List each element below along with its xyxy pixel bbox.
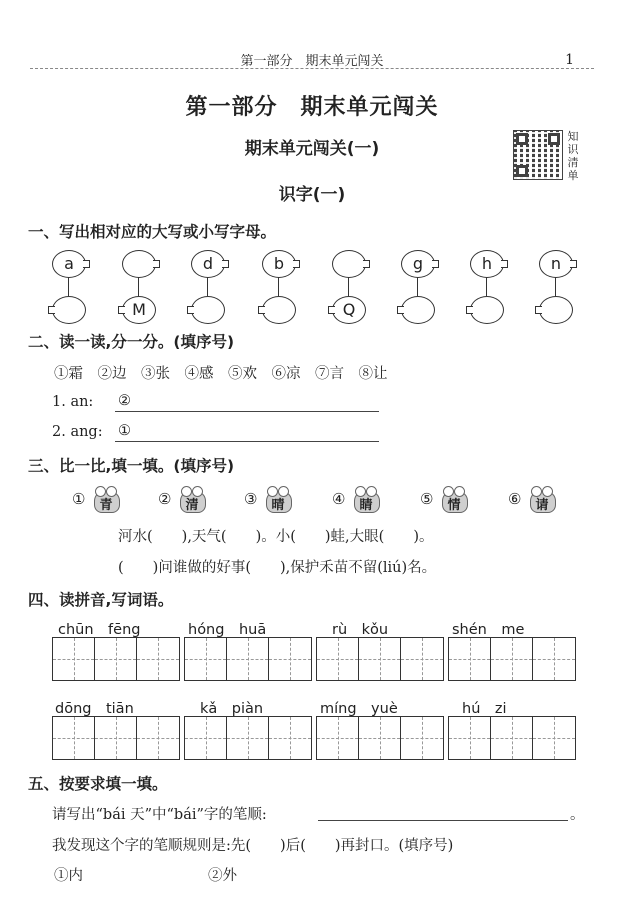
pinyin-8: hú zi [462, 701, 507, 717]
section-title: 识字(一) [278, 185, 346, 205]
balloon-string [348, 277, 349, 296]
frog-icon [352, 486, 380, 512]
running-header [30, 50, 594, 69]
balloon-string [278, 277, 279, 296]
balloon-bottom-7[interactable] [470, 296, 504, 324]
q5-heading: 五、按要求填一填。 [28, 775, 168, 793]
q3-char-1: 青 [99, 498, 113, 513]
writing-grid-4[interactable] [448, 637, 576, 681]
q2-row1-line[interactable] [115, 411, 379, 412]
frog-icon [440, 486, 468, 512]
balloon-bottom-8[interactable] [539, 296, 573, 324]
part-title: 第一部分 期末单元闯关 [185, 95, 439, 120]
balloon-bottom-4[interactable] [262, 296, 296, 324]
balloon-bottom-5[interactable]: Q [332, 296, 366, 324]
balloon-string [68, 277, 69, 296]
q3-num-2: ② [158, 490, 172, 508]
q3-num-3: ③ [244, 490, 258, 508]
pinyin-2: hóng huā [188, 622, 267, 638]
frog-icon [92, 486, 120, 512]
balloon-top-2[interactable] [122, 250, 156, 278]
q3-num-4: ④ [332, 490, 346, 508]
q3-char-2: 清 [185, 498, 199, 513]
q5-line1: 请写出“bái 天”中“bái”字的笔顺: [52, 807, 267, 823]
balloon-string [417, 277, 418, 296]
frog-icon [178, 486, 206, 512]
q2-row1-answer[interactable]: ② [118, 393, 131, 409]
balloon-top-8[interactable]: n [539, 250, 573, 278]
balloon-string [486, 277, 487, 296]
q3-num-1: ① [72, 490, 86, 508]
balloon-top-4[interactable]: b [262, 250, 296, 278]
pinyin-5: dōng tiān [55, 701, 134, 717]
pinyin-7: míng yuè [320, 701, 398, 717]
q5-option-2: ②外 [208, 868, 237, 884]
balloon-bottom-3[interactable] [191, 296, 225, 324]
writing-grid-6[interactable] [184, 716, 312, 760]
unit-title: 期末单元闯关(一) [244, 139, 380, 159]
q3-char-3: 晴 [271, 498, 285, 513]
q2-row2-answer[interactable]: ① [118, 423, 131, 439]
balloon-top-3[interactable]: d [191, 250, 225, 278]
q2-row1-label: 1. an: [52, 394, 94, 410]
q3-sentence-1[interactable]: 河水( ),天气( )。小( )蛙,大眼( )。 [118, 529, 434, 545]
balloon-top-5[interactable] [332, 250, 366, 278]
q5-line1-end: 。 [570, 807, 585, 823]
balloon-bottom-6[interactable] [401, 296, 435, 324]
frog-icon [264, 486, 292, 512]
balloon-string [555, 277, 556, 296]
pinyin-4: shén me [452, 622, 525, 638]
writing-grid-5[interactable] [52, 716, 180, 760]
page-number: 1 [565, 52, 574, 68]
q3-char-4: 睛 [359, 498, 373, 513]
balloon-top-7[interactable]: h [470, 250, 504, 278]
balloon-string [138, 277, 139, 296]
writing-grid-7[interactable] [316, 716, 444, 760]
writing-grid-1[interactable] [52, 637, 180, 681]
q3-char-6: 请 [535, 498, 549, 513]
q2-heading: 二、读一读,分一分。(填序号) [28, 333, 235, 351]
balloon-top-1[interactable]: a [52, 250, 86, 278]
frog-icon [528, 486, 556, 512]
running-title: 第一部分 期末单元闯关 [240, 54, 384, 69]
balloon-top-6[interactable]: g [401, 250, 435, 278]
writing-grid-2[interactable] [184, 637, 312, 681]
q2-char-list: ①霜 ②边 ③张 ④感 ⑤欢 ⑥凉 ⑦言 ⑧让 [54, 366, 388, 382]
balloon-bottom-1[interactable] [52, 296, 86, 324]
pinyin-6: kǎ piàn [200, 701, 264, 717]
q5-option-1: ①内 [54, 868, 83, 884]
pinyin-1: chūn fēng [58, 622, 141, 638]
q3-heading: 三、比一比,填一填。(填序号) [28, 457, 235, 475]
q1-heading: 一、写出相对应的大写或小写字母。 [28, 223, 277, 241]
q3-num-6: ⑥ [508, 490, 522, 508]
qr-label: 知 识 清 单 [567, 130, 579, 182]
writing-grid-3[interactable] [316, 637, 444, 681]
balloon-string [207, 277, 208, 296]
pinyin-3: rù kǒu [332, 622, 389, 638]
qr-code-icon[interactable] [513, 130, 563, 180]
q5-line2[interactable]: 我发现这个字的笔顺规则是:先( )后( )再封口。(填序号) [52, 838, 454, 854]
balloon-bottom-2[interactable]: M [122, 296, 156, 324]
q3-num-5: ⑤ [420, 490, 434, 508]
q2-row2-line[interactable] [115, 441, 379, 442]
writing-grid-8[interactable] [448, 716, 576, 760]
q4-heading: 四、读拼音,写词语。 [28, 591, 174, 609]
q3-char-5: 情 [447, 498, 461, 513]
q3-sentence-2[interactable]: ( )问谁做的好事( ),保护禾苗不留(liú)名。 [118, 560, 437, 576]
q2-row2-label: 2. ang: [52, 424, 103, 440]
q5-stroke-order-line[interactable] [318, 820, 568, 821]
